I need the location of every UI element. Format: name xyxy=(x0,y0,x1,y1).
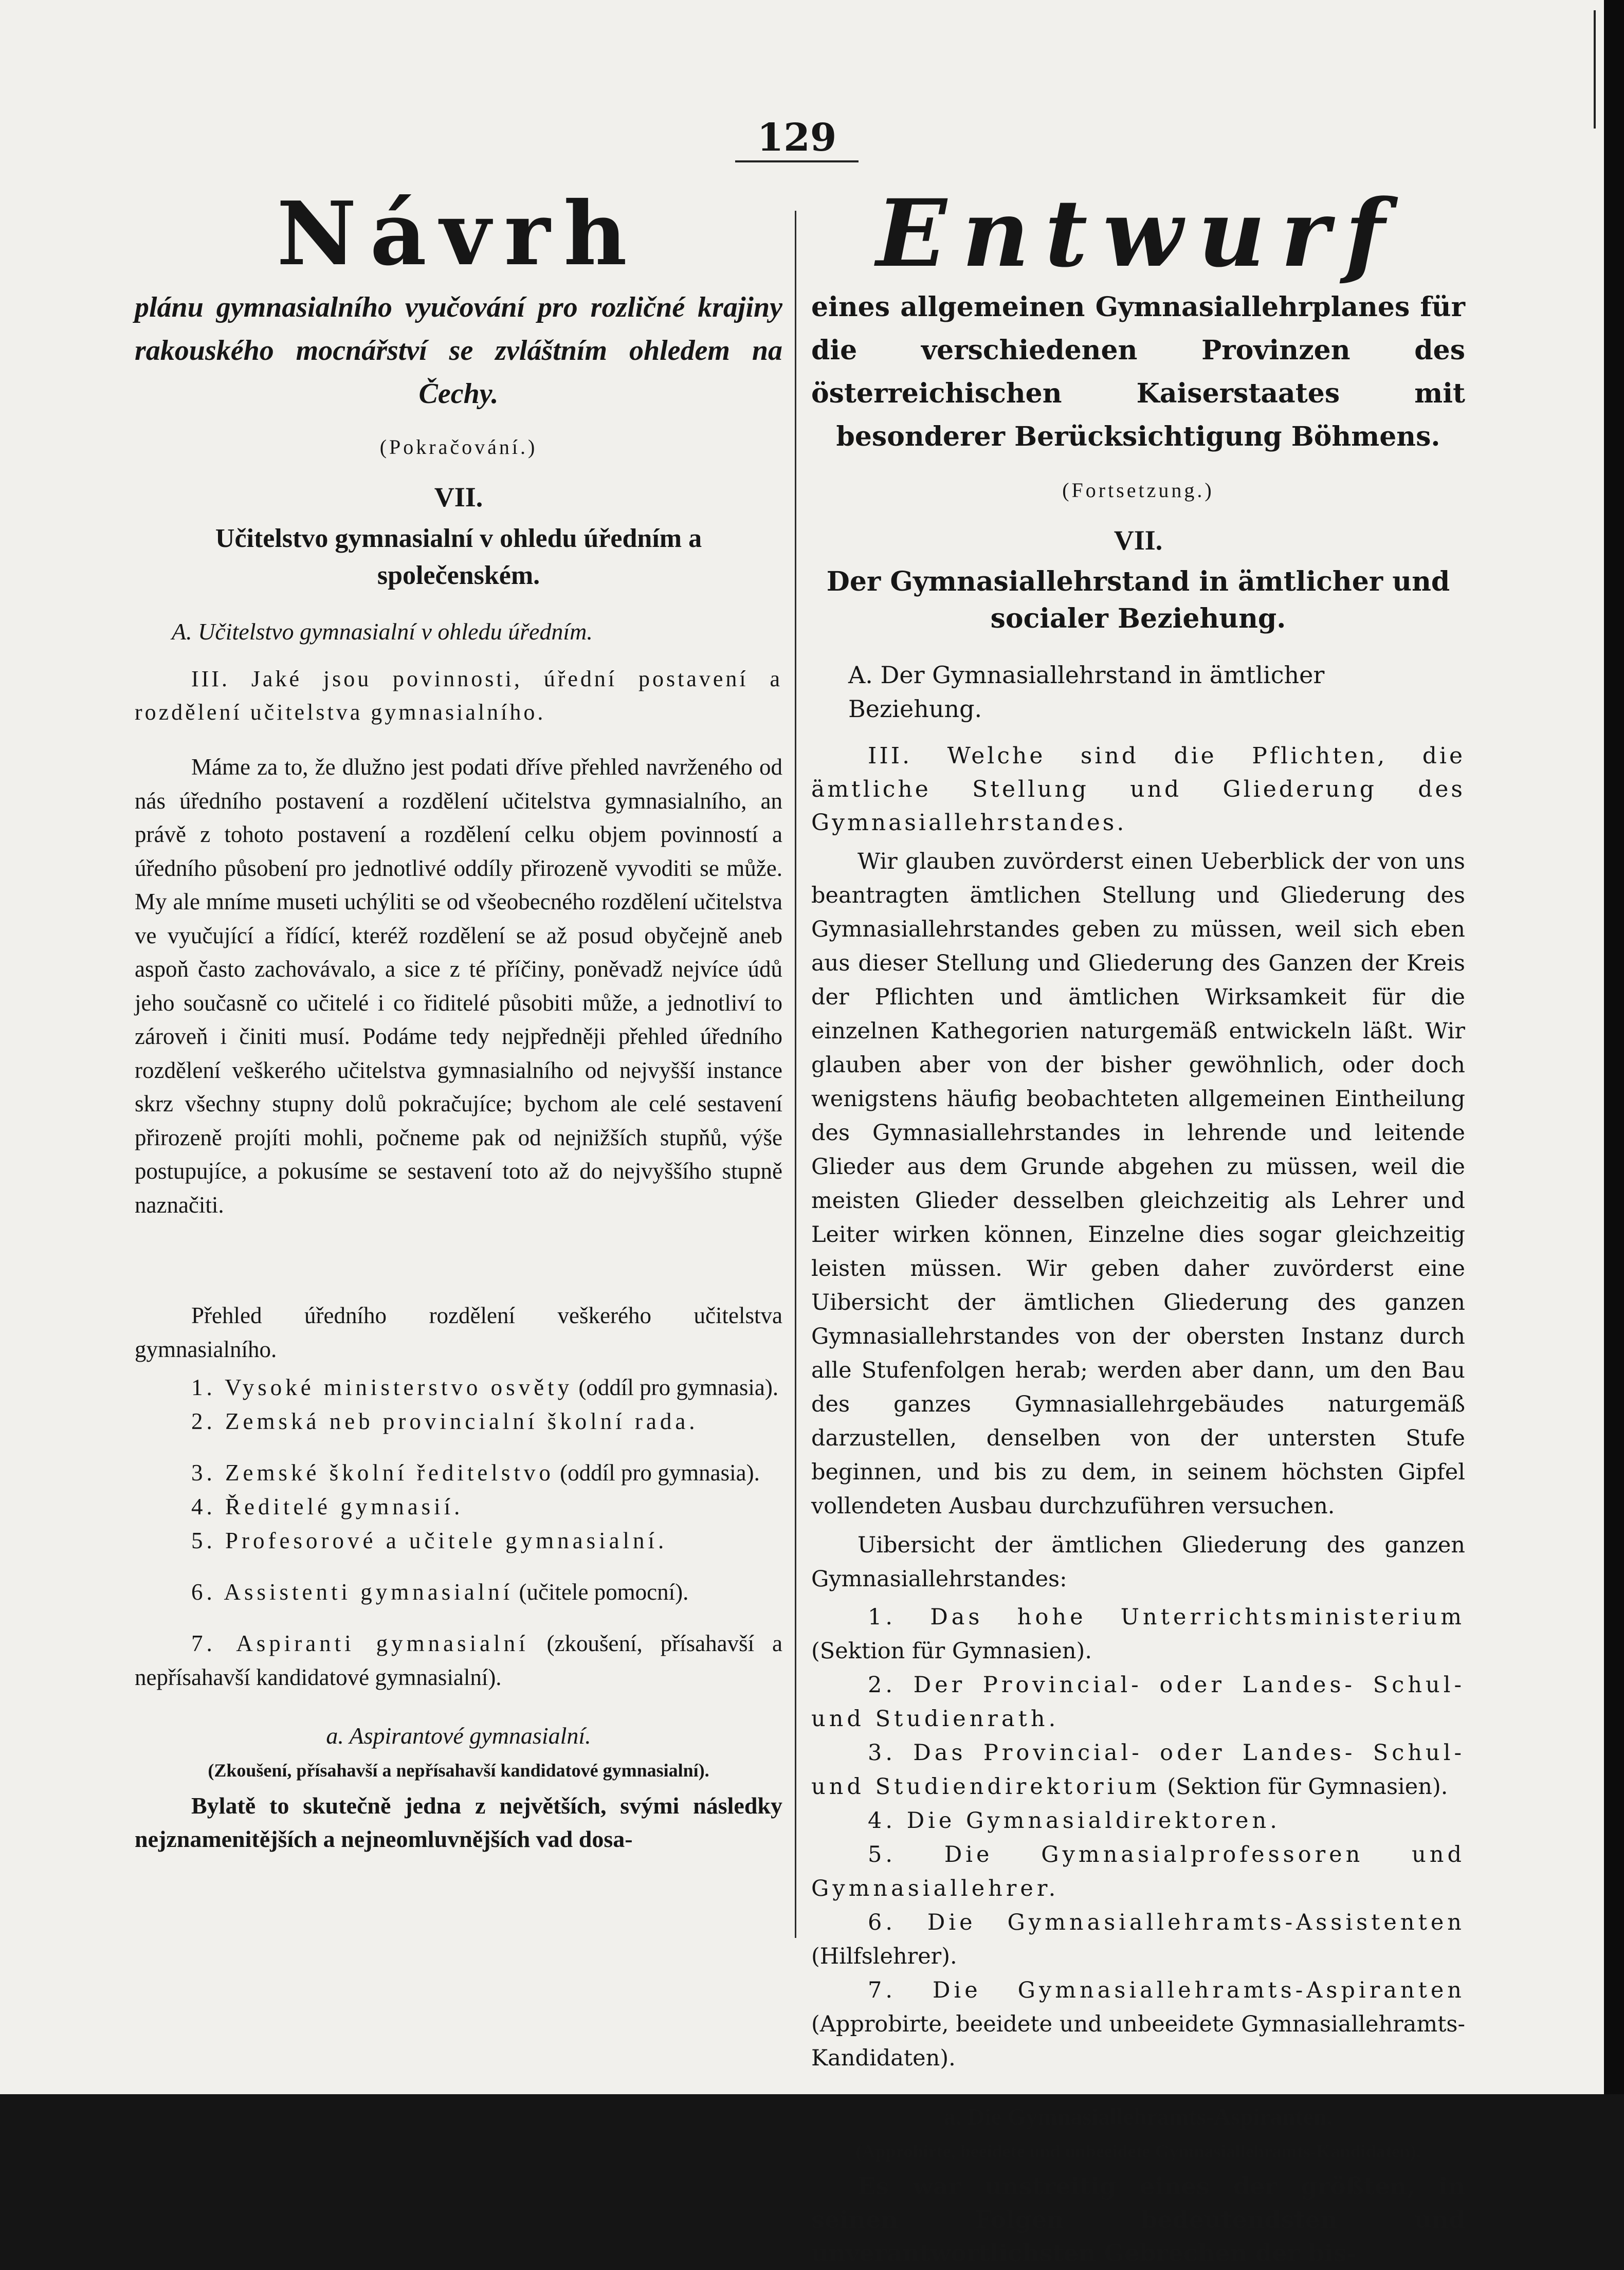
list-item: 5. Die Gymnasialprofessoren und Gymnasiallehrer. xyxy=(811,1842,1465,1901)
right-hierarchy-list xyxy=(811,1600,1465,2075)
left-main-paragraph: Máme za to, že dlužno jest podati dříve přehled navrženého od nás úředního postavení a rozdělení učitelstva gymnasialního, an právě z tohoto postavení a rozdělení celku objem povinností a úředního působení pro jednotlivé oddíly přirozeně vyvoditi se může. My ale mníme museti uchýliti se od všeobecného rozdělení učitelstva ve vyučující a řídící, kteréž rozdělení se až posud obyčejně aneb aspoň často zachovávalo, a sice z té příčiny, poněvadž nejvíce údů jeho současně co učitelé i co řiditelé působiti může, a jednotliví to zároveň i činiti musí. Podáme tedy nejpředněji přehled úředního rozdělení veškerého učitelstva gymnasialního od nejvyšší instance skrz všechny stupny dolů pokračujíce; bychom ale celé sestavení přirozeně projíti mohli, počneme pak od nejnižších stupňů, výše postupujíce, a pokusíme se sestavení toto až do nejvyššího stupně naznačiti. xyxy=(135,754,782,1218)
list-item: 1. Vysoké ministerstvo osvěty (oddíl pro gymnasia). xyxy=(191,1375,779,1400)
left-question-heading: III. Jaké jsou povinnosti, úřední postavení a rozdělení učitelstva gymnasialního. xyxy=(135,666,782,725)
list-item: 3. Das Provincial- oder Landes- Schul- und Studiendirektorium (Sektion für Gymnasien). xyxy=(811,1740,1465,1800)
list-item: 6. Die Gymnasiallehramts-Assistenten (Hilfslehrer). xyxy=(811,1910,1465,1969)
list-item: 5. Profesorové a učitele gymnasialní. xyxy=(191,1528,668,1553)
right-column-german xyxy=(811,180,1465,2270)
spacer xyxy=(135,1222,782,1299)
right-continuation: (Fortsetzung.) xyxy=(1062,479,1214,502)
left-final-paragraph: Bylatě to skutečně jedna z největších, svými následky nejznamenitějších a nejneomluvnějších vad dosa- xyxy=(135,1792,782,1852)
right-main-paragraph: Wir glauben zuvörderst einen Ueberblick der von uns beantragten ämtlichen Stellung und Gliederung des Gymnasiallehrstandes geben zu müssen, weil sich eben aus dieser Stellung und Gliederung des Ganzen der Kreis der Pflichten und ämtlichen Wirksamkeit für die einzelnen Kathegorien naturgemäß entwickeln läßt. Wir glauben aber von der bisher gewöhnlich, oder doch wenigstens häufig beobachteten allgemeinen Eintheilung des Gymnasiallehrstandes in lehrende und leitende Glieder aus dem Grunde abgehen zu müssen, weil die meisten Glieder desselben gleichzeitig als Lehrer und Leiter wirken können, Einzelne dies sogar gleichzeitig leisten müssen. Wir geben daher zuvörderst eine Uibersicht der ämtlichen Gliederung des ganzen Gymnasiallehrstandes von der obersten Instanz durch alle Stufenfolgen herab; werden aber dann, um den Bau des ganzes Gymnasiallehrgebäudes naturgemäß darzustellen, denselben von der untersten Stufe beginnen, und bis zu dem, in seinem höchsten Gipfel vollendeten Ausbau durchzuführen versuchen. xyxy=(811,849,1465,1519)
right-aspirants-subheading: (Approbirte, beeidete und unbeeidete Gymnasiallehramts-Kandidaten). xyxy=(855,2141,1421,2162)
right-subsection-heading: A. Der Gymnasiallehrstand in ämtlicher Beziehung. xyxy=(848,661,1325,723)
right-aspirants-heading: a. Die Gymnasiallehramts-Aspiranten. xyxy=(943,2103,1333,2130)
scan-border xyxy=(1604,0,1624,2094)
left-aspirants-subheading: (Zkoušení, přísahavší a nepřísahavší kandidatové gymnasialní). xyxy=(208,1760,709,1781)
list-item: 1. Das hohe Unterrichtsministerium (Sektion für Gymnasien). xyxy=(811,1604,1465,1664)
left-continuation: (Pokračování.) xyxy=(379,435,538,459)
right-subtitle: eines allgemeinen Gymnasiallehrplanes für die verschiedenen Provinzen des österreichischen Kaiserstaates mit besonderer Berücksichtigung Böhmens. xyxy=(811,291,1465,452)
left-aspirants-heading: a. Aspirantové gymnasialní. xyxy=(326,1723,591,1749)
spacer xyxy=(135,1609,782,1626)
left-title: Návrh xyxy=(277,182,641,285)
list-item: 4. Die Gymnasialdirektoren. xyxy=(868,1808,1281,1834)
page-number-rule xyxy=(735,160,859,162)
left-column-czech xyxy=(135,180,782,1856)
left-hierarchy-list xyxy=(135,1370,782,1694)
page-number: 129 xyxy=(757,116,837,160)
list-item: 2. Der Provincial- oder Landes- Schul- und Studienrath. xyxy=(811,1672,1465,1732)
right-overview-intro: Uibersicht der ämtlichen Gliederung des ganzen Gymnasiallehrstandes: xyxy=(811,1532,1465,1592)
spacer xyxy=(135,1438,782,1456)
right-title: Entwurf xyxy=(876,179,1400,288)
spacer xyxy=(135,1558,782,1575)
page-edge-mark xyxy=(1594,10,1596,129)
list-item: 7. Aspiranti gymnasialní (zkoušení, přísahavší a nepřísahavší kandidatové gymnasialní). xyxy=(135,1631,782,1690)
list-item: 2. Zemská neb provincialní školní rada. xyxy=(191,1408,699,1434)
right-chapter-number: VII. xyxy=(1114,525,1163,556)
list-item: 3. Zemské školní ředitelstvo (oddíl pro gymnasia). xyxy=(191,1460,760,1486)
left-chapter-number: VII. xyxy=(434,482,483,512)
left-subsection-heading: A. Učitelstvo gymnasialní v ohledu úředním. xyxy=(172,618,593,645)
right-question-heading: III. Welche sind die Pflichten, die ämtliche Stellung und Gliederung des Gymnasiallehrstandes. xyxy=(811,743,1465,836)
list-item: 7. Die Gymnasiallehramts-Aspiranten (Approbirte, beeidete und unbeeidete Gymnasiallehramts-Kandidaten). xyxy=(811,1978,1465,2071)
list-item: 4. Ředitelé gymnasií. xyxy=(191,1494,464,1520)
list-item: 6. Assistenti gymnasialní (učitele pomocní). xyxy=(191,1579,689,1605)
column-divider xyxy=(795,211,796,1938)
left-section-heading: Učitelstvo gymnasialní v ohledu úředním a společenském. xyxy=(215,524,702,590)
right-section-heading: Der Gymnasiallehrstand in ämtlicher und socialer Beziehung. xyxy=(826,566,1450,634)
right-final-paragraph: Es war unstreitig eines der größten, in seinen Folgen bedeutendsten und unverantwortlichsten Gebrechen der bis- xyxy=(811,2172,1465,2267)
left-subtitle: plánu gymnasialního vyučování pro rozličné krajiny rakouského mocnářství se zvláštním ohledem na Čechy. xyxy=(135,291,782,410)
left-overview-intro: Přehled úředního rozdělení veškerého učitelstva gymnasialního. xyxy=(135,1303,782,1362)
